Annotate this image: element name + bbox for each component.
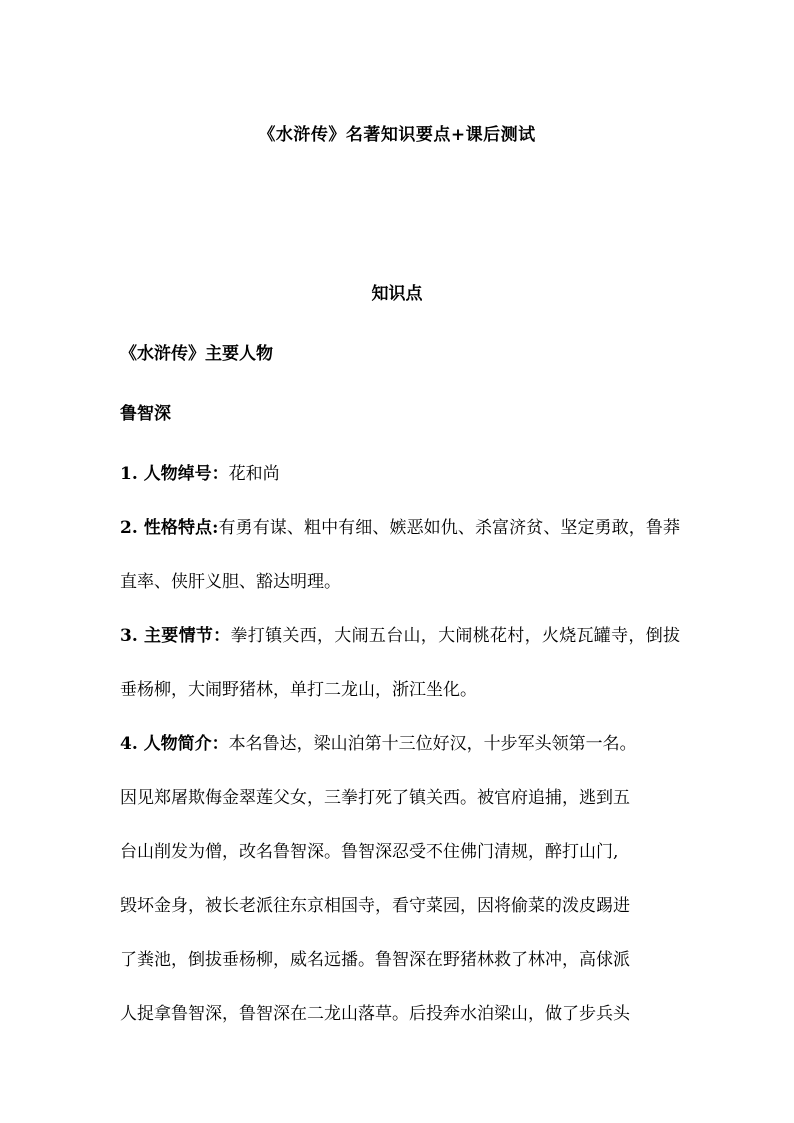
item-nickname	[120, 447, 680, 501]
intro-line: 台山削发为僧，改名鲁智深。鲁智深忍受不住佛门清规，醉打山门,	[120, 842, 619, 862]
item-text: 有勇有谋、粗中有细、嫉恶如仇、杀富济贫、坚定勇敢，鲁莽直率、侠肝义胆、豁达明理。	[120, 518, 680, 592]
item-label: 2. 性格特点:	[120, 518, 219, 538]
intro-line: 毁坏金身，被长老派往东京相国寺，看守菜园，因将偷菜的泼皮踢进	[120, 896, 630, 916]
intro-line: 因见郑屠欺侮金翠莲父女，三拳打死了镇关西。被官府追捕，逃到五	[120, 788, 630, 808]
item-label: 3. 主要情节：	[120, 626, 231, 646]
item-label: 1. 人物绰号：	[120, 464, 229, 484]
section-title: 知识点	[371, 284, 423, 304]
intro-line	[120, 717, 680, 771]
item-text: 本名鲁达，梁山泊第十三位好汉，十步军头领第一名。	[228, 734, 637, 754]
intro-line: 了粪池，倒拔垂杨柳，威名远播。鲁智深在野猪林救了林冲，高俅派	[120, 950, 630, 970]
subsection-title: 《水浒传》主要人物	[120, 344, 273, 364]
item-text: 花和尚	[228, 464, 280, 484]
item-text: 拳打镇关西，大闹五台山，大闹桃花村，火烧瓦罐寺，倒拔垂杨柳，大闹野猪林，单打二龙山，浙江坐化。	[120, 626, 681, 700]
intro-line: 人捉拿鲁智深，鲁智深在二龙山落草。后投奔水泊梁山，做了步兵头	[120, 1004, 630, 1024]
character-name: 鲁智深	[120, 404, 171, 424]
item-introduction	[120, 717, 680, 1041]
item-plot	[120, 609, 680, 717]
document-title: 《水浒传》名著知识要点+课后测试	[258, 125, 536, 145]
item-personality	[120, 501, 680, 609]
item-label: 4. 人物简介：	[120, 734, 229, 754]
